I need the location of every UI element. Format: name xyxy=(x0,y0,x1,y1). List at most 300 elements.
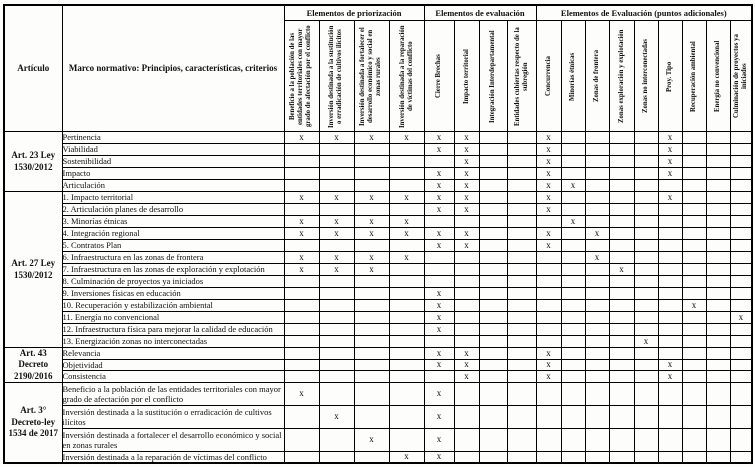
mark-cell-empty xyxy=(634,144,658,156)
table-row xyxy=(4,276,752,288)
criteria-label: Inversión destinada a la reparación de víctimas del conflicto xyxy=(62,451,284,463)
mark-cell-empty xyxy=(609,324,634,336)
mark-cell-empty xyxy=(507,168,536,180)
mark-cell-empty xyxy=(536,300,561,312)
mark-cell-empty xyxy=(354,324,389,336)
mark-cell-empty xyxy=(454,336,479,348)
mark-cell-empty xyxy=(682,336,706,348)
mark-cell-empty xyxy=(609,240,634,252)
criteria-label: 13. Energización zonas no interconectadas xyxy=(62,336,284,348)
mark-cell-empty xyxy=(609,371,634,383)
criteria-label: 3. Minorías étnicas xyxy=(62,216,284,228)
mark-cell-checked: x xyxy=(284,252,319,264)
mark-cell-empty xyxy=(479,288,507,300)
mark-cell-empty xyxy=(585,405,609,428)
mark-cell-empty xyxy=(682,371,706,383)
mark-cell-checked: x xyxy=(424,228,454,240)
column-header-label: Integración Interdepartamental xyxy=(489,29,497,123)
mark-cell-empty xyxy=(561,132,585,144)
mark-cell-empty xyxy=(585,192,609,204)
mark-cell-empty xyxy=(730,276,752,288)
mark-cell-empty xyxy=(634,359,658,371)
column-header-2 xyxy=(319,21,354,132)
mark-cell-empty xyxy=(284,324,319,336)
mark-cell-empty xyxy=(609,180,634,192)
mark-cell-empty xyxy=(730,451,752,463)
mark-cell-empty xyxy=(319,324,354,336)
mark-cell-empty xyxy=(730,428,752,451)
table-row xyxy=(4,168,752,180)
mark-cell-empty xyxy=(507,336,536,348)
mark-cell-empty xyxy=(479,300,507,312)
column-header-5 xyxy=(424,21,454,132)
mark-cell-empty xyxy=(682,240,706,252)
mark-cell-empty xyxy=(609,168,634,180)
mark-cell-empty xyxy=(389,144,424,156)
mark-cell-empty xyxy=(479,156,507,168)
criteria-label: Pertinencia xyxy=(62,132,284,144)
mark-cell-empty xyxy=(585,204,609,216)
column-header-15 xyxy=(682,21,706,132)
mark-cell-empty xyxy=(682,180,706,192)
mark-cell-empty xyxy=(634,288,658,300)
mark-cell-empty xyxy=(706,144,730,156)
mark-cell-empty xyxy=(561,371,585,383)
mark-cell-empty xyxy=(658,216,682,228)
mark-cell-empty xyxy=(658,382,682,405)
mark-cell-empty xyxy=(658,228,682,240)
section-header-row xyxy=(4,5,752,21)
mark-cell-empty xyxy=(706,288,730,300)
mark-cell-empty xyxy=(682,132,706,144)
mark-cell-empty xyxy=(658,405,682,428)
mark-cell-empty xyxy=(730,348,752,360)
mark-cell-empty xyxy=(507,451,536,463)
mark-cell-empty xyxy=(536,264,561,276)
mark-cell-empty xyxy=(354,144,389,156)
mark-cell-empty xyxy=(634,451,658,463)
mark-cell-empty xyxy=(658,264,682,276)
mark-cell-empty xyxy=(561,300,585,312)
mark-cell-empty xyxy=(454,300,479,312)
mark-cell-empty xyxy=(561,348,585,360)
mark-cell-checked: x xyxy=(536,144,561,156)
mark-cell-empty xyxy=(585,324,609,336)
mark-cell-empty xyxy=(609,228,634,240)
mark-cell-empty xyxy=(507,144,536,156)
mark-cell-empty xyxy=(634,132,658,144)
article-label-0: Art. 23 Ley 1530/2012 xyxy=(4,132,62,192)
mark-cell-checked: x xyxy=(585,252,609,264)
table-row xyxy=(4,204,752,216)
mark-cell-checked: x xyxy=(536,204,561,216)
column-header-8 xyxy=(507,21,536,132)
mark-cell-empty xyxy=(730,371,752,383)
mark-cell-empty xyxy=(682,382,706,405)
mark-cell-empty xyxy=(389,264,424,276)
mark-cell-empty xyxy=(389,348,424,360)
criteria-label: 8. Culminación de proyectos ya iniciados xyxy=(62,276,284,288)
mark-cell-checked: x xyxy=(424,324,454,336)
mark-cell-empty xyxy=(561,428,585,451)
mark-cell-empty xyxy=(634,312,658,324)
mark-cell-empty xyxy=(536,288,561,300)
mark-cell-empty xyxy=(730,144,752,156)
mark-cell-empty xyxy=(585,312,609,324)
mark-cell-empty xyxy=(561,405,585,428)
mark-cell-checked: x xyxy=(454,144,479,156)
mark-cell-empty xyxy=(536,405,561,428)
mark-cell-empty xyxy=(585,382,609,405)
column-header-label: Minorías étnicas xyxy=(569,51,577,101)
mark-cell-empty xyxy=(609,144,634,156)
mark-cell-empty xyxy=(479,240,507,252)
mark-cell-empty xyxy=(634,324,658,336)
mark-cell-empty xyxy=(507,252,536,264)
mark-cell-empty xyxy=(730,405,752,428)
criteria-label: Objetividad xyxy=(62,359,284,371)
article-label-2: Art. 43 Decreto 2190/2016 xyxy=(4,348,62,383)
mark-cell-empty xyxy=(561,382,585,405)
mark-cell-empty xyxy=(561,144,585,156)
table-row xyxy=(4,371,752,383)
mark-cell-empty xyxy=(561,312,585,324)
mark-cell-empty xyxy=(479,228,507,240)
mark-cell-empty xyxy=(585,371,609,383)
mark-cell-empty xyxy=(507,216,536,228)
mark-cell-empty xyxy=(730,359,752,371)
mark-cell-empty xyxy=(561,288,585,300)
mark-cell-empty xyxy=(479,204,507,216)
mark-cell-empty xyxy=(561,168,585,180)
mark-cell-checked: x xyxy=(454,168,479,180)
column-header-label: Zonas no interconectadas xyxy=(642,39,650,113)
mark-cell-checked: x xyxy=(284,228,319,240)
column-header-label: Inversión destinada a fortalecer el desarrollo económico y social en zonas rurales xyxy=(359,26,383,126)
mark-cell-empty xyxy=(454,324,479,336)
mark-cell-checked: x xyxy=(319,252,354,264)
mark-cell-empty xyxy=(609,382,634,405)
mark-cell-empty xyxy=(609,288,634,300)
mark-cell-empty xyxy=(706,324,730,336)
mark-cell-checked: x xyxy=(658,156,682,168)
mark-cell-empty xyxy=(634,156,658,168)
mark-cell-empty xyxy=(561,240,585,252)
mark-cell-checked: x xyxy=(319,132,354,144)
mark-cell-empty xyxy=(389,405,424,428)
mark-cell-empty xyxy=(454,288,479,300)
mark-cell-empty xyxy=(730,192,752,204)
table-row xyxy=(4,180,752,192)
mark-cell-empty xyxy=(634,168,658,180)
mark-cell-empty xyxy=(561,192,585,204)
mark-cell-checked: x xyxy=(424,144,454,156)
column-header-label: Zonas exploración y explotación xyxy=(617,29,625,123)
column-header-16 xyxy=(706,21,730,132)
mark-cell-empty xyxy=(389,382,424,405)
criteria-label: Articulación xyxy=(62,180,284,192)
mark-cell-empty xyxy=(706,276,730,288)
table-row xyxy=(4,348,752,360)
mark-cell-checked: x xyxy=(354,192,389,204)
mark-cell-empty xyxy=(634,371,658,383)
criteria-label: 9. Inversiones físicas en educación xyxy=(62,288,284,300)
column-header-12 xyxy=(609,21,634,132)
mark-cell-empty xyxy=(682,264,706,276)
mark-cell-empty xyxy=(730,336,752,348)
mark-cell-checked: x xyxy=(389,192,424,204)
section-puntos-adicionales: Elementos de Evaluación (puntos adicionales) xyxy=(536,5,752,21)
mark-cell-empty xyxy=(389,156,424,168)
mark-cell-empty xyxy=(682,228,706,240)
mark-cell-checked: x xyxy=(536,371,561,383)
mark-cell-empty xyxy=(658,324,682,336)
mark-cell-empty xyxy=(319,204,354,216)
articulo-header: Artículo xyxy=(4,5,62,132)
mark-cell-empty xyxy=(658,240,682,252)
mark-cell-empty xyxy=(424,264,454,276)
article-label-1: Art. 27 Ley 1530/2012 xyxy=(4,192,62,348)
mark-cell-empty xyxy=(561,204,585,216)
mark-cell-empty xyxy=(354,204,389,216)
mark-cell-empty xyxy=(561,336,585,348)
mark-cell-checked: x xyxy=(424,288,454,300)
mark-cell-empty xyxy=(354,359,389,371)
mark-cell-empty xyxy=(634,204,658,216)
mark-cell-empty xyxy=(389,168,424,180)
mark-cell-empty xyxy=(682,168,706,180)
column-header-label: Recuperación ambiental xyxy=(690,40,698,112)
section-priorizacion: Elementos de priorización xyxy=(284,5,424,21)
mark-cell-empty xyxy=(634,382,658,405)
mark-cell-empty xyxy=(561,228,585,240)
mark-cell-empty xyxy=(658,252,682,264)
criteria-label: 5. Contratos Plan xyxy=(62,240,284,252)
mark-cell-empty xyxy=(536,336,561,348)
column-header-17 xyxy=(730,21,752,132)
mark-cell-empty xyxy=(507,264,536,276)
mark-cell-checked: x xyxy=(536,348,561,360)
mark-cell-empty xyxy=(507,371,536,383)
mark-cell-empty xyxy=(609,156,634,168)
mark-cell-empty xyxy=(561,156,585,168)
mark-cell-empty xyxy=(536,382,561,405)
mark-cell-checked: x xyxy=(424,405,454,428)
mark-cell-empty xyxy=(585,288,609,300)
mark-cell-empty xyxy=(424,216,454,228)
mark-cell-checked: x xyxy=(284,132,319,144)
mark-cell-checked: x xyxy=(319,192,354,204)
mark-cell-empty xyxy=(479,324,507,336)
mark-cell-empty xyxy=(585,359,609,371)
mark-cell-empty xyxy=(319,168,354,180)
mark-cell-empty xyxy=(454,216,479,228)
mark-cell-empty xyxy=(319,240,354,252)
mark-cell-empty xyxy=(507,180,536,192)
mark-cell-empty xyxy=(354,180,389,192)
mark-cell-empty xyxy=(479,192,507,204)
mark-cell-checked: x xyxy=(354,264,389,276)
mark-cell-empty xyxy=(284,348,319,360)
mark-cell-empty xyxy=(658,300,682,312)
table-row xyxy=(4,451,752,463)
mark-cell-empty xyxy=(284,405,319,428)
mark-cell-checked: x xyxy=(319,264,354,276)
mark-cell-empty xyxy=(658,180,682,192)
mark-cell-checked: x xyxy=(389,252,424,264)
mark-cell-empty xyxy=(507,132,536,144)
mark-cell-checked: x xyxy=(389,451,424,463)
mark-cell-empty xyxy=(706,180,730,192)
mark-cell-empty xyxy=(682,216,706,228)
mark-cell-empty xyxy=(284,288,319,300)
mark-cell-empty xyxy=(706,312,730,324)
column-header-14 xyxy=(658,21,682,132)
mark-cell-empty xyxy=(682,204,706,216)
mark-cell-empty xyxy=(634,228,658,240)
mark-cell-checked: x xyxy=(454,156,479,168)
mark-cell-empty xyxy=(682,348,706,360)
mark-cell-empty xyxy=(561,359,585,371)
mark-cell-empty xyxy=(609,276,634,288)
mark-cell-checked: x xyxy=(454,192,479,204)
mark-cell-empty xyxy=(634,264,658,276)
table-row xyxy=(4,382,752,405)
mark-cell-empty xyxy=(507,359,536,371)
mark-cell-empty xyxy=(609,216,634,228)
mark-cell-checked: x xyxy=(424,204,454,216)
column-header-label: Entidades cubiertas respecto de la subregión xyxy=(513,26,529,126)
mark-cell-empty xyxy=(507,382,536,405)
mark-cell-empty xyxy=(507,348,536,360)
mark-cell-checked: x xyxy=(424,192,454,204)
mark-cell-empty xyxy=(424,371,454,383)
mark-cell-empty xyxy=(284,428,319,451)
mark-cell-empty xyxy=(634,216,658,228)
mark-cell-checked: x xyxy=(424,348,454,360)
mark-cell-empty xyxy=(479,359,507,371)
mark-cell-empty xyxy=(585,300,609,312)
table-row xyxy=(4,264,752,276)
mark-cell-empty xyxy=(658,312,682,324)
normative-matrix-table xyxy=(3,4,753,464)
mark-cell-empty xyxy=(634,180,658,192)
mark-cell-checked: x xyxy=(454,180,479,192)
mark-cell-empty xyxy=(536,276,561,288)
mark-cell-empty xyxy=(479,428,507,451)
mark-cell-empty xyxy=(682,192,706,204)
mark-cell-checked: x xyxy=(354,228,389,240)
mark-cell-empty xyxy=(682,252,706,264)
mark-cell-empty xyxy=(634,300,658,312)
mark-cell-empty xyxy=(730,240,752,252)
mark-cell-checked: x xyxy=(424,312,454,324)
mark-cell-empty xyxy=(706,428,730,451)
mark-cell-empty xyxy=(561,324,585,336)
mark-cell-empty xyxy=(454,276,479,288)
mark-cell-checked: x xyxy=(536,228,561,240)
mark-cell-empty xyxy=(424,156,454,168)
mark-cell-checked: x xyxy=(284,216,319,228)
mark-cell-empty xyxy=(682,276,706,288)
mark-cell-empty xyxy=(319,300,354,312)
column-header-label: Inversión destinada a la sustitución o erradicación de cultivos ilícitos xyxy=(328,24,344,128)
mark-cell-empty xyxy=(585,451,609,463)
mark-cell-empty xyxy=(454,451,479,463)
mark-cell-checked: x xyxy=(658,144,682,156)
mark-cell-empty xyxy=(682,359,706,371)
criteria-label: Relevancia xyxy=(62,348,284,360)
mark-cell-empty xyxy=(354,451,389,463)
mark-cell-empty xyxy=(454,405,479,428)
criteria-label: 12. Infraestructura física para mejorar la calidad de educación xyxy=(62,324,284,336)
mark-cell-checked: x xyxy=(536,240,561,252)
mark-cell-empty xyxy=(706,371,730,383)
mark-cell-empty xyxy=(706,359,730,371)
mark-cell-empty xyxy=(609,451,634,463)
mark-cell-empty xyxy=(585,156,609,168)
mark-cell-empty xyxy=(682,451,706,463)
mark-cell-empty xyxy=(730,156,752,168)
mark-cell-empty xyxy=(634,276,658,288)
table-row xyxy=(4,144,752,156)
criteria-label: 1. Impacto territorial xyxy=(62,192,284,204)
mark-cell-checked: x xyxy=(354,132,389,144)
mark-cell-checked: x xyxy=(424,359,454,371)
mark-cell-checked: x xyxy=(454,348,479,360)
mark-cell-checked: x xyxy=(389,228,424,240)
mark-cell-empty xyxy=(682,144,706,156)
column-header-label: Energía no convencional xyxy=(714,40,722,112)
column-header-label: Inversión destinada a la reparación de víctimas del conflicto xyxy=(398,24,414,128)
mark-cell-empty xyxy=(507,405,536,428)
mark-cell-empty xyxy=(634,192,658,204)
mark-cell-empty xyxy=(682,156,706,168)
mark-cell-empty xyxy=(536,252,561,264)
mark-cell-empty xyxy=(319,348,354,360)
mark-cell-empty xyxy=(454,264,479,276)
mark-cell-empty xyxy=(319,428,354,451)
section-evaluacion: Elementos de evaluación xyxy=(424,5,536,21)
mark-cell-empty xyxy=(284,371,319,383)
mark-cell-empty xyxy=(319,371,354,383)
mark-cell-empty xyxy=(706,451,730,463)
table-row xyxy=(4,192,752,204)
criteria-label: 2. Articulación planes de desarrollo xyxy=(62,204,284,216)
mark-cell-empty xyxy=(284,156,319,168)
mark-cell-empty xyxy=(284,359,319,371)
mark-cell-empty xyxy=(507,156,536,168)
mark-cell-empty xyxy=(658,451,682,463)
mark-cell-empty xyxy=(536,216,561,228)
mark-cell-empty xyxy=(682,324,706,336)
table-row xyxy=(4,156,752,168)
criteria-label: Viabilidad xyxy=(62,144,284,156)
mark-cell-empty xyxy=(682,312,706,324)
mark-cell-empty xyxy=(479,348,507,360)
mark-cell-checked: x xyxy=(284,192,319,204)
mark-cell-empty xyxy=(424,276,454,288)
mark-cell-empty xyxy=(585,180,609,192)
column-header-7 xyxy=(479,21,507,132)
mark-cell-empty xyxy=(585,276,609,288)
mark-cell-empty xyxy=(658,428,682,451)
mark-cell-empty xyxy=(561,264,585,276)
mark-cell-empty xyxy=(634,252,658,264)
mark-cell-empty xyxy=(354,168,389,180)
mark-cell-empty xyxy=(730,228,752,240)
mark-cell-empty xyxy=(454,382,479,405)
